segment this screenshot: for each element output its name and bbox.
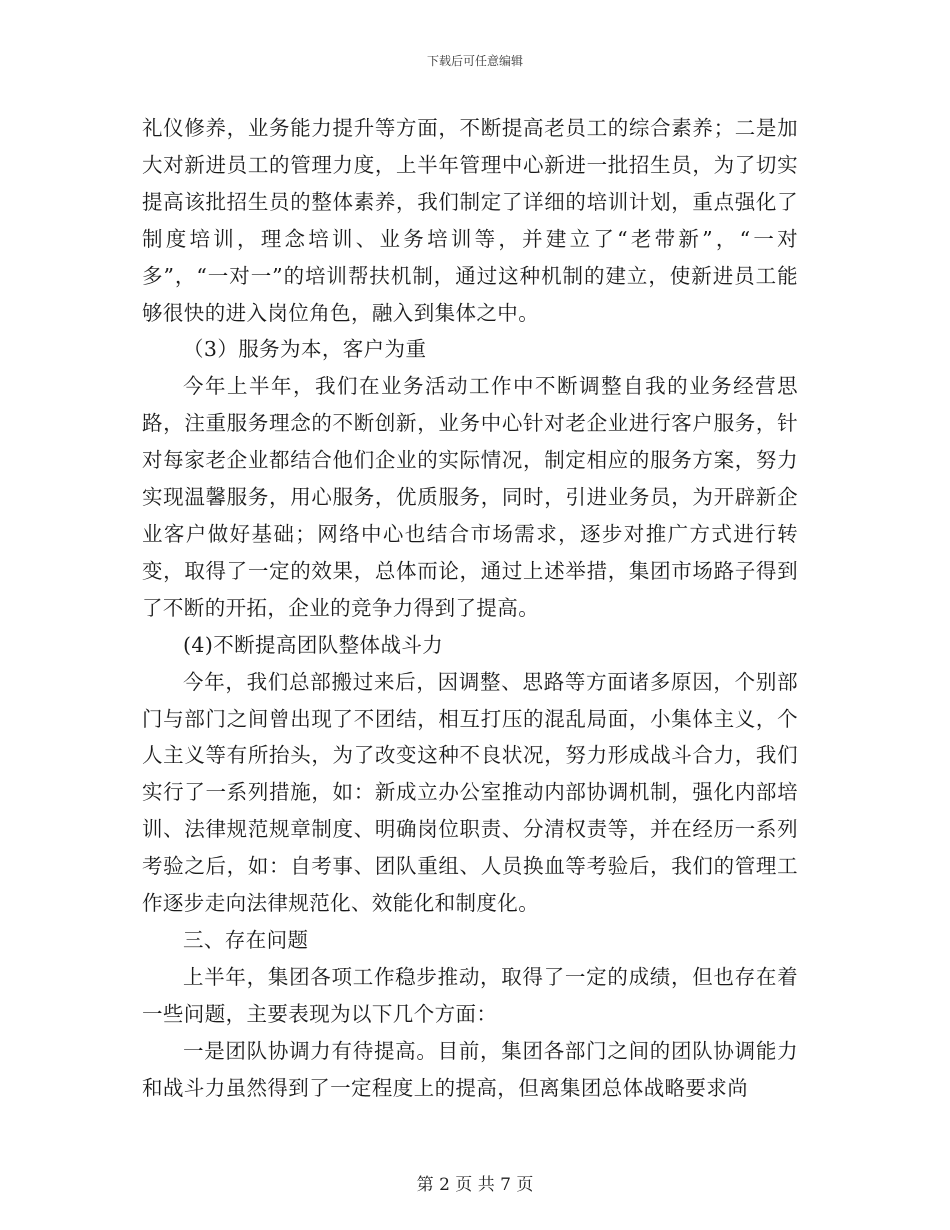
paragraph-team-coordination: 一是团队协调力有待提高。目前，集团各部门之间的团队协调能力和战斗力虽然得到了一定程度上的提高，但离集团总体战略要求尚 <box>142 1038 798 1100</box>
paragraph-team: 今年，我们总部搬过来后，因调整、思路等方面诸多原因，个别部门与部门之间曾出现了不团结，相互打压的混乱局面，小集体主义，个人主义等有所抬头，为了改变这种不良状况，努力形成战斗合力，我们实行了一系列措施，如：新成立办公室推动内部协调机制，强化内部培训、法律规范规章制度、明确岗位职责、分清权责等，并在经历一系列考验之后，如：自考事、团队重组、人员换血等考验后，我们的管理工作逐步走向法律规范化、效能化和制度化。 <box>142 669 798 916</box>
header-note: 下载后可任意编辑 <box>426 54 523 68</box>
paragraph-continued-training: 礼仪修养，业务能力提升等方面，不断提高老员工的综合素养；二是加大对新进员工的管理力度，上半年管理中心新进一批招生员，为了切实提高该批招生员的整体素养，我们制定了详细的培训计划，重点强化了制度培训，理念培训、业务培训等，并建立了“老带新”，“一对多”，“一对一”的培训帮扶机制，通过这种机制的建立，使新进员工能够很快的进入岗位角色，融入到集体之中。 <box>142 116 798 325</box>
document-body <box>142 110 798 1106</box>
heading-existing-problems: 三、存在问题 <box>183 927 309 952</box>
heading-service-first: （3）服务为本，客户为重 <box>183 337 427 362</box>
heading-team-strength: (4)不断提高团队整体战斗力 <box>183 632 444 657</box>
page-number-footer: 第 2 页 共 7 页 <box>416 1175 534 1195</box>
paragraph-service: 今年上半年，我们在业务活动工作中不断调整自我的业务经营思路，注重服务理念的不断创新，业务中心针对老企业进行客户服务，针对每家老企业都结合他们企业的实际情况，制定相应的服务方案，努力实现温馨服务，用心服务，优质服务，同时，引进业务员，为开辟新企业客户做好基础；网络中心也结合市场需求，逐步对推广方式进行转变，取得了一定的效果，总体而论，通过上述举措，集团市场路子得到了不断的开拓，企业的竞争力得到了提高。 <box>142 374 798 620</box>
paragraph-problems-intro: 上半年，集团各项工作稳步推动，取得了一定的成绩，但也存在着一些问题，主要表现为以下几个方面： <box>142 964 798 1026</box>
